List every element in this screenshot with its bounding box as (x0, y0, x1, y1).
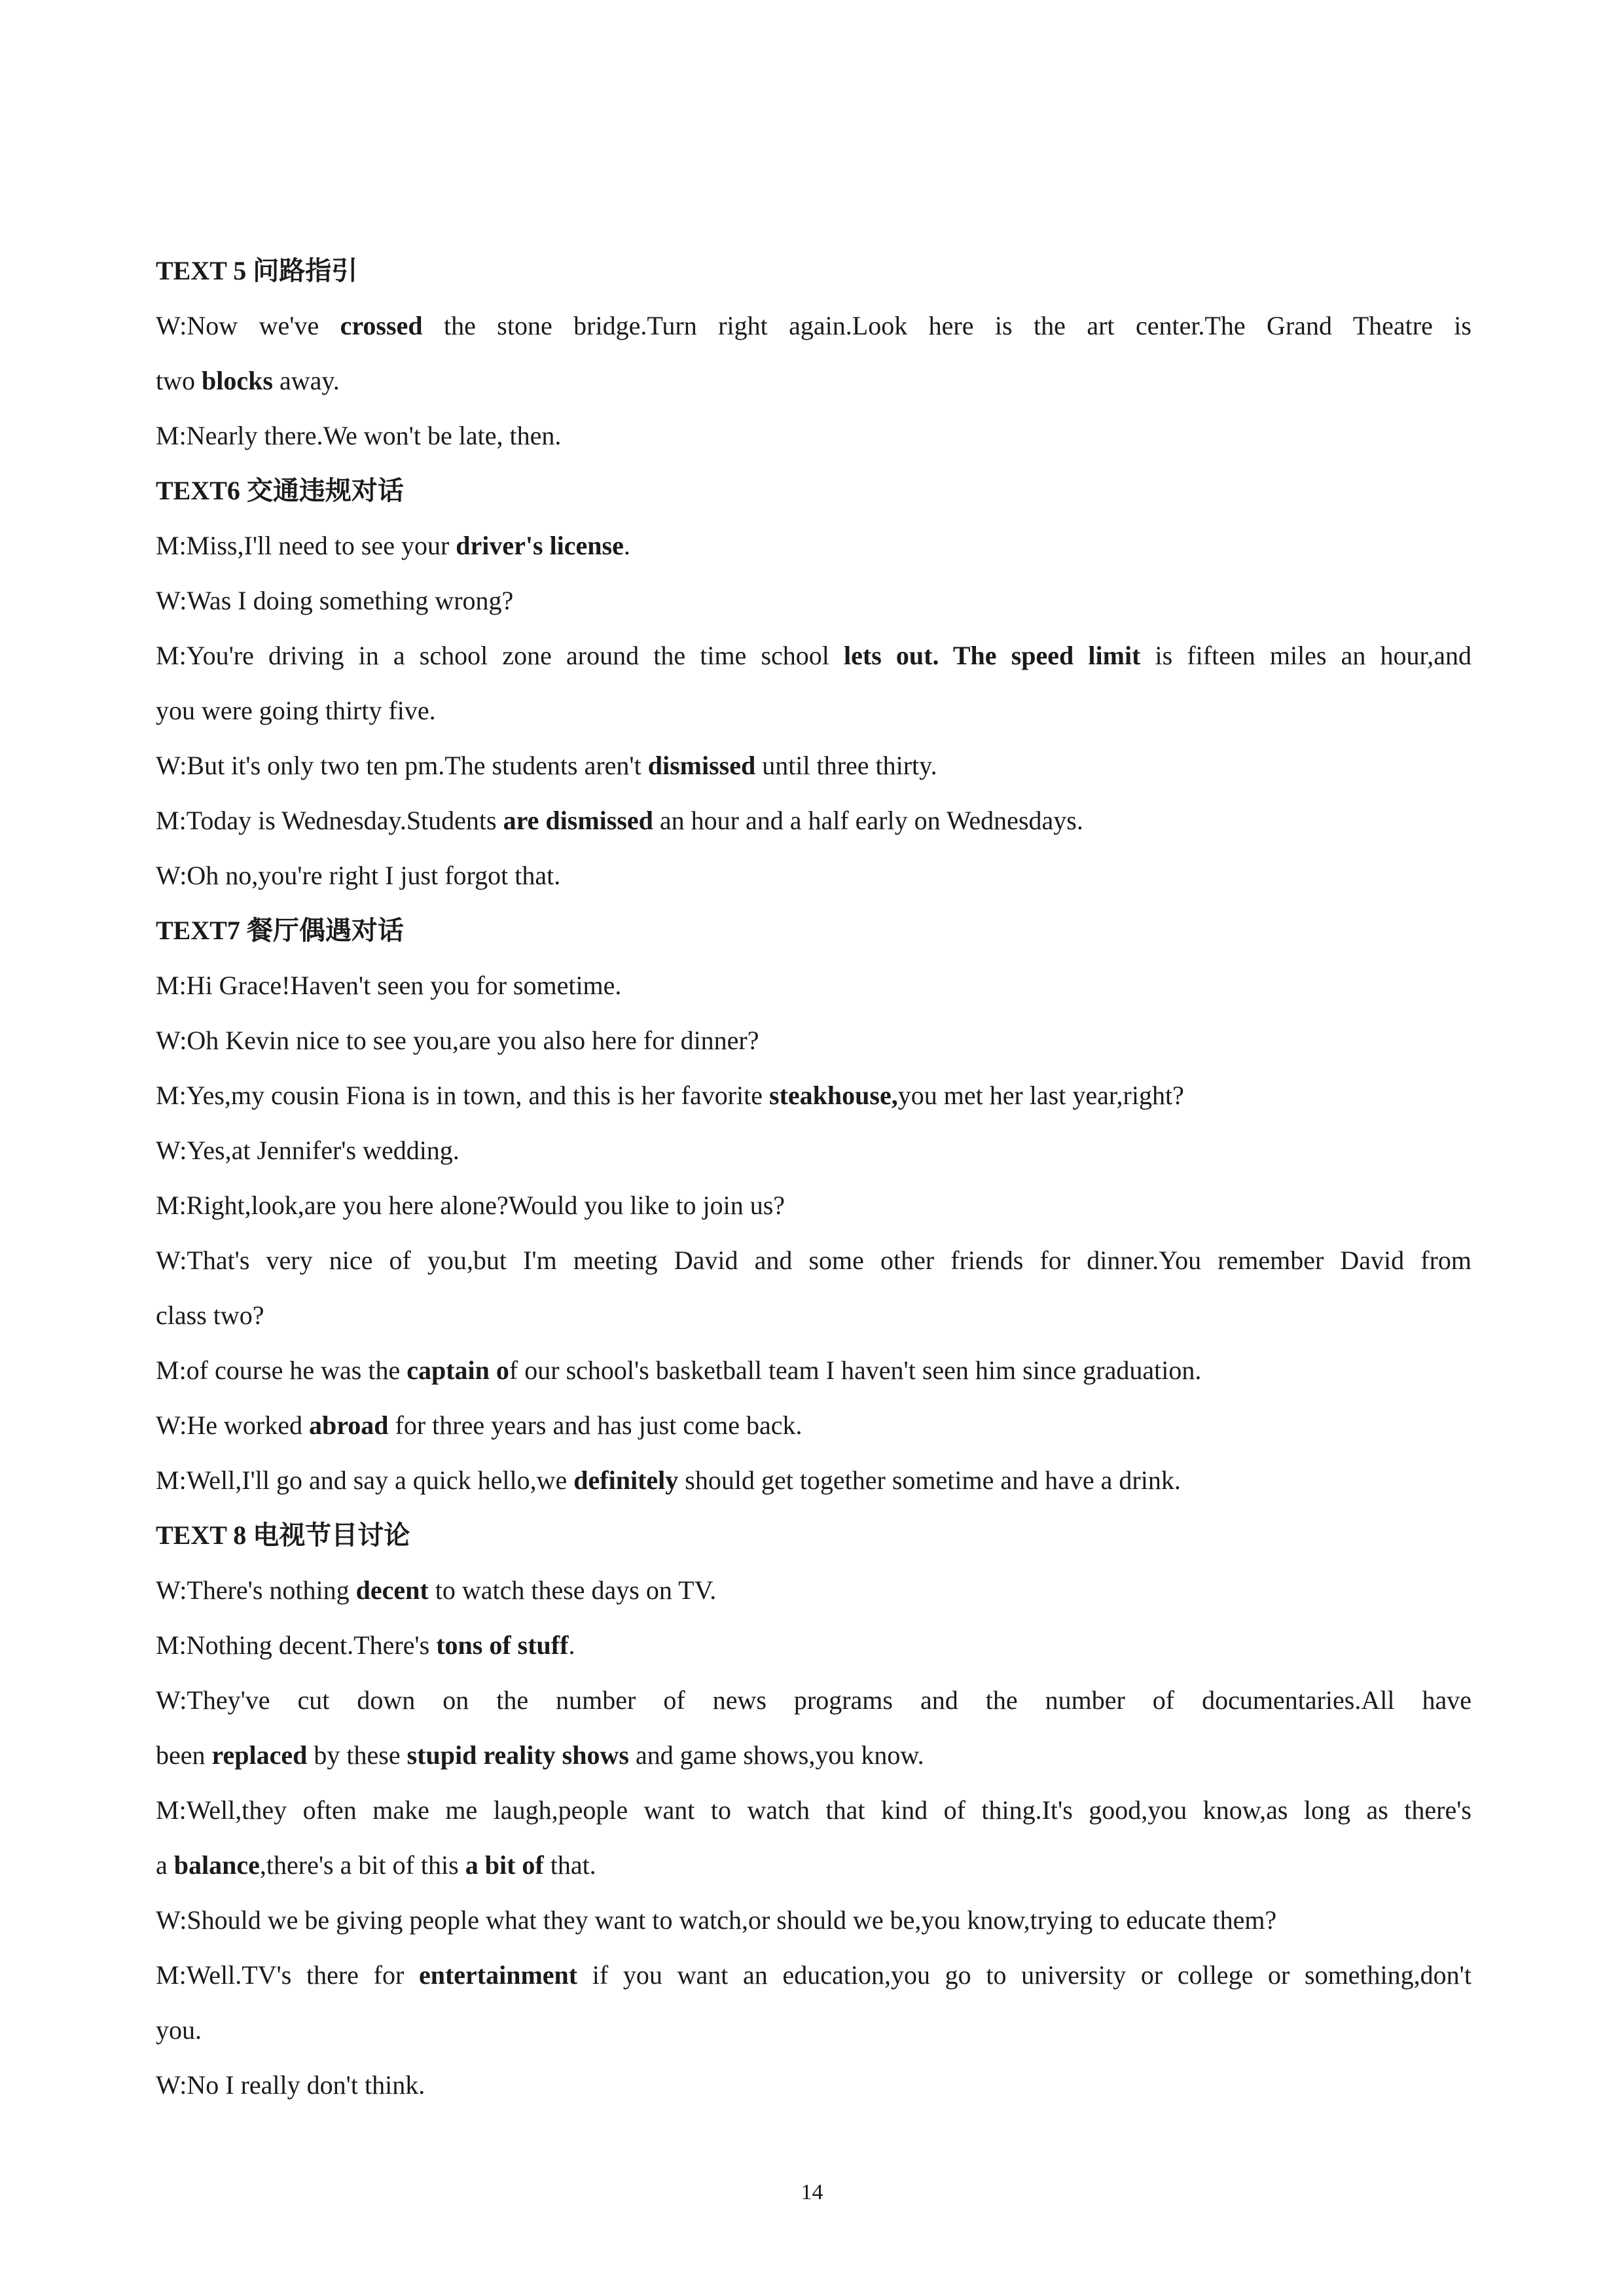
text-run: that. (543, 1850, 596, 1880)
bold-keyword: tons of stuff (436, 1630, 569, 1660)
dialogue-line (156, 1893, 1471, 1948)
dialogue-line (156, 2058, 1471, 2113)
dialogue-line (156, 1013, 1471, 1068)
heading-chinese-title: 交通违规对话 (246, 475, 404, 506)
text-run: M:Well,I'll go and say a quick hello,we (156, 1465, 574, 1495)
bold-keyword: steakhouse, (769, 1081, 898, 1110)
dialogue-line (156, 683, 1471, 738)
text-run: W:No I really don't think. (156, 2070, 425, 2100)
text-run: W:They've cut down on the number of news programs and the number of documentaries.All have (156, 1685, 1471, 1715)
bold-keyword: definitely (573, 1465, 679, 1495)
bold-keyword: crossed (340, 311, 423, 340)
dialogue-line (156, 1948, 1471, 2003)
text-run: M:Nothing decent.There's (156, 1630, 437, 1660)
text-run: class two? (156, 1300, 264, 1330)
text-run: if you want an education,you go to university or college or something,don't (577, 1960, 1471, 1990)
dialogue-line (156, 573, 1471, 628)
text-run: TEXT6 (156, 476, 247, 505)
text-run: you were going thirty five. (156, 696, 436, 725)
text-run: W:Was I doing something wrong? (156, 586, 514, 615)
dialogue-line (156, 628, 1471, 683)
section-heading (156, 903, 1471, 958)
dialogue-line (156, 958, 1471, 1013)
bold-keyword: driver's license (456, 531, 624, 560)
heading-chinese-title: 电视节目讨论 (253, 1520, 410, 1551)
text-run: you. (156, 2015, 202, 2045)
dialogue-line (156, 2003, 1471, 2058)
dialogue-line (156, 1673, 1471, 1728)
bold-keyword: replaced (211, 1740, 308, 1770)
bold-keyword: are dismissed (503, 806, 653, 835)
page-number: 14 (801, 2180, 823, 2204)
text-run: away. (272, 366, 340, 395)
text-run: W:Oh no,you're right I just forgot that. (156, 861, 561, 890)
transcript-body (156, 243, 1471, 2113)
text-run: M:Right,look,are you here alone?Would you like to join us? (156, 1191, 785, 1220)
text-run: M:of course he was the (156, 1355, 407, 1385)
bold-keyword: dismissed (647, 751, 756, 780)
text-run: W:But it's only two ten pm.The students aren't (156, 751, 648, 780)
text-run: should get together sometime and have a drink. (678, 1465, 1181, 1495)
dialogue-line (156, 353, 1471, 408)
text-run (490, 1355, 496, 1385)
dialogue-line (156, 1068, 1471, 1123)
text-run: two (156, 366, 202, 395)
text-run: the stone bridge.Turn right again.Look here is the art center.The Grand Theatre is (422, 311, 1471, 340)
text-run: by these (307, 1740, 407, 1770)
text-run: is fifteen miles an hour,and (1140, 641, 1471, 670)
dialogue-line (156, 1838, 1471, 1893)
bold-keyword: lets out. The speed limit (844, 641, 1141, 670)
dialogue-line (156, 518, 1471, 573)
text-run: to watch these days on TV. (428, 1575, 717, 1605)
text-run: you met her last year,right? (897, 1081, 1184, 1110)
text-run: M:Nearly there.We won't be late, then. (156, 421, 562, 450)
dialogue-line (156, 1288, 1471, 1343)
text-run: and game shows,you know. (628, 1740, 924, 1770)
text-run: TEXT7 (156, 916, 247, 945)
section-heading (156, 463, 1471, 518)
bold-keyword: decent (355, 1575, 429, 1605)
bold-keyword: captain (406, 1355, 490, 1385)
dialogue-line (156, 793, 1471, 848)
text-run: been (156, 1740, 212, 1770)
dialogue-line (156, 738, 1471, 793)
text-run: until three thirty. (755, 751, 937, 780)
text-run: W:He worked (156, 1410, 309, 1440)
dialogue-line (156, 1728, 1471, 1783)
heading-chinese-title: 餐厅偶遇对话 (246, 915, 404, 946)
text-run: f our school's basketball team I haven't seen him since graduation. (509, 1355, 1202, 1385)
dialogue-line (156, 1178, 1471, 1233)
text-run: M:Well,they often make me laugh,people want to watch that kind of thing.It's good,you know,as long as there's (156, 1795, 1471, 1825)
text-run: ,there's a bit of this (259, 1850, 465, 1880)
text-run: W:Now we've (156, 311, 340, 340)
text-run: M:Yes,my cousin Fiona is in town, and this is her favorite (156, 1081, 770, 1110)
dialogue-line (156, 1233, 1471, 1288)
text-run: W:Oh Kevin nice to see you,are you also here for dinner? (156, 1026, 759, 1055)
text-run: M:Well.TV's there for (156, 1960, 419, 1990)
text-run: an hour and a half early on Wednesdays. (653, 806, 1083, 835)
text-run: . (623, 531, 630, 560)
bold-keyword: a bit of (465, 1850, 544, 1880)
text-run: M:Today is Wednesday.Students (156, 806, 503, 835)
heading-chinese-title: 问路指引 (253, 255, 358, 286)
text-run: W:Should we be giving people what they want to watch,or should we be,you know,trying to educate them? (156, 1905, 1277, 1935)
text-run: a (156, 1850, 174, 1880)
bold-keyword: blocks (202, 366, 273, 395)
dialogue-line (156, 1398, 1471, 1453)
dialogue-line (156, 408, 1471, 463)
text-run: TEXT 8 (156, 1520, 253, 1550)
bold-keyword: balance (173, 1850, 260, 1880)
text-run: W:That's very nice of you,but I'm meeting David and some other friends for dinner.You remember David from (156, 1246, 1471, 1275)
bold-keyword: abroad (308, 1410, 389, 1440)
dialogue-line (156, 1783, 1471, 1838)
text-run: M:Hi Grace!Haven't seen you for sometime. (156, 971, 622, 1000)
bold-keyword: entertainment (418, 1960, 578, 1990)
text-run: TEXT 5 (156, 256, 253, 285)
text-run: for three years and has just come back. (388, 1410, 803, 1440)
dialogue-line (156, 1453, 1471, 1508)
dialogue-line (156, 1123, 1471, 1178)
text-run: W:There's nothing (156, 1575, 356, 1605)
dialogue-line (156, 298, 1471, 353)
dialogue-line (156, 1563, 1471, 1618)
dialogue-line (156, 1343, 1471, 1398)
text-run: M:You're driving in a school zone around the time school (156, 641, 844, 670)
bold-keyword: o (496, 1355, 509, 1385)
dialogue-line (156, 1618, 1471, 1673)
text-run: . (568, 1630, 575, 1660)
text-run: M:Miss,I'll need to see your (156, 531, 456, 560)
bold-keyword: stupid reality shows (406, 1740, 629, 1770)
section-heading (156, 1508, 1471, 1563)
text-run: W:Yes,at Jennifer's wedding. (156, 1136, 460, 1165)
dialogue-line (156, 848, 1471, 903)
section-heading (156, 243, 1471, 298)
